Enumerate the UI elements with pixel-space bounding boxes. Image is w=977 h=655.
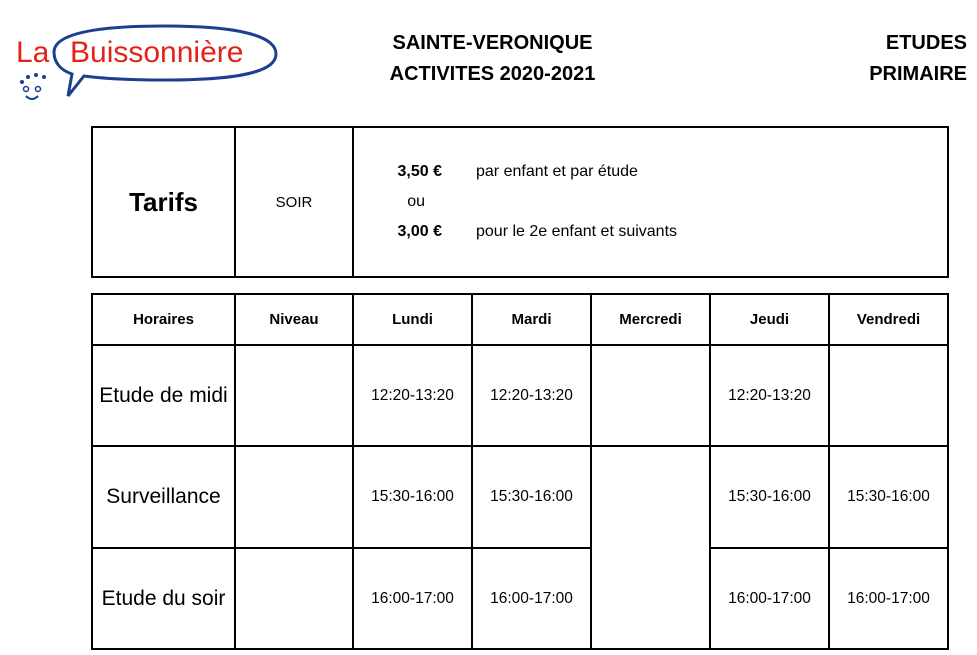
cell-mardi: 15:30-16:00 [472,446,591,548]
logo-text-part2: Buissonnière [70,36,244,69]
cell-lundi: 12:20-13:20 [353,345,472,446]
logo-graphic [14,22,284,104]
cell-mercredi-merged [591,446,710,649]
table-row [92,548,948,649]
table-row [92,446,948,548]
header-horaires: Horaires [92,294,235,345]
price-1: 3,50 € [397,163,442,180]
cell-vendredi: 15:30-16:00 [829,446,948,548]
cell-mardi: 16:00-17:00 [472,548,591,649]
schedule-header-row [92,294,948,345]
header-mardi: Mardi [472,294,591,345]
title-year: ACTIVITES 2020-2021 [389,63,596,85]
logo-text-part1: La [16,36,50,69]
header-vendredi: Vendredi [829,294,948,345]
page-title [360,28,625,90]
price-1-desc: par enfant et par étude [476,163,638,180]
price-or: ou [407,193,425,210]
cell-mercredi [591,345,710,446]
header-jeudi: Jeudi [710,294,829,345]
table-row [92,345,948,446]
tarifs-prices [353,127,948,277]
row-label-surveillance: Surveillance [92,446,235,548]
tarifs-period: SOIR [235,127,353,277]
header-niveau: Niveau [235,294,353,345]
cell-lundi: 16:00-17:00 [353,548,472,649]
cell-vendredi: 16:00-17:00 [829,548,948,649]
price-row-1 [354,157,947,187]
cell-jeudi: 15:30-16:00 [710,446,829,548]
logo [14,22,284,104]
cell-jeudi: 16:00-17:00 [710,548,829,649]
price-2-desc: pour le 2e enfant et suivants [476,223,678,240]
cell-niveau [235,446,353,548]
row-label-etude-soir: Etude du soir [92,548,235,649]
cell-jeudi: 12:20-13:20 [710,345,829,446]
row-label-etude-midi: Etude de midi [92,345,235,446]
cell-niveau [235,345,353,446]
smiley-icon [20,73,46,99]
schedule-table [91,293,949,650]
cell-mardi: 12:20-13:20 [472,345,591,446]
tarifs-table [91,126,949,278]
category-line1: ETUDES [885,32,967,54]
tarifs-label: Tarifs [92,127,235,277]
price-2: 3,00 € [397,223,442,240]
cell-niveau [235,548,353,649]
price-row-2 [354,217,947,247]
title-school: SAINTE-VERONIQUE [392,32,593,54]
page-category [869,28,967,90]
price-or-row [354,187,947,217]
cell-vendredi [829,345,948,446]
category-line2: PRIMAIRE [869,63,967,85]
tarifs-row [92,127,948,277]
header-mercredi: Mercredi [591,294,710,345]
header-lundi: Lundi [353,294,472,345]
cell-lundi: 15:30-16:00 [353,446,472,548]
